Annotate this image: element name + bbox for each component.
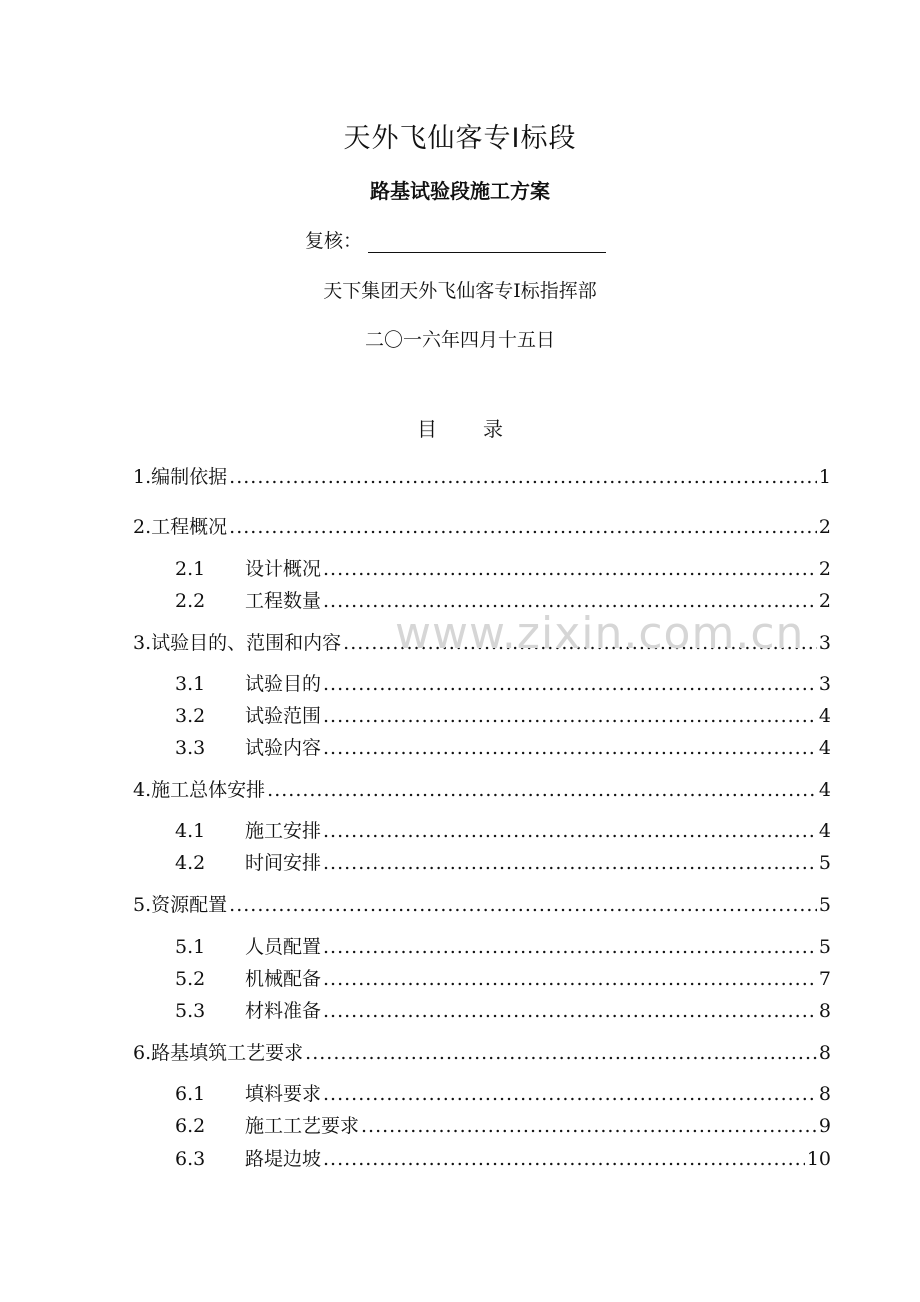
toc-dot-leader xyxy=(323,998,817,1024)
toc-entry-title: 编制依据 xyxy=(151,466,228,488)
toc-dot-leader xyxy=(323,735,817,761)
toc-entry-page-number: 7 xyxy=(818,968,831,990)
toc-entry[interactable] xyxy=(133,514,831,540)
toc-dot-leader xyxy=(323,1146,805,1172)
review-label: 复核： xyxy=(305,230,363,252)
toc-heading-right: 录 xyxy=(483,417,503,441)
organization-name: 天下集团天外飞仙客专Ⅰ标指挥部 xyxy=(323,280,597,302)
toc-entry[interactable] xyxy=(133,630,831,656)
toc-dot-leader xyxy=(323,671,817,697)
toc-entry-page-number: 2 xyxy=(818,558,831,580)
toc-dot-leader xyxy=(267,777,817,803)
toc-entry[interactable] xyxy=(175,1081,831,1107)
toc-entry-page-number: 8 xyxy=(818,1000,831,1022)
toc-entry-number: 4. xyxy=(133,779,152,801)
toc-entry-title: 试验目的 xyxy=(245,673,322,695)
toc-dot-leader xyxy=(323,588,817,614)
toc-entry[interactable] xyxy=(133,777,831,803)
toc-dot-leader xyxy=(323,556,817,582)
toc-entry-title: 试验内容 xyxy=(245,737,322,759)
toc-entry-title: 设计概况 xyxy=(245,558,322,580)
toc-entry-number: 5.1 xyxy=(175,936,206,958)
toc-entry-page-number: 4 xyxy=(818,737,831,759)
toc-entry-title: 机械配备 xyxy=(245,968,322,990)
toc-entry-title: 填料要求 xyxy=(245,1083,322,1105)
toc-entry-page-number: 3 xyxy=(818,673,831,695)
toc-entry-page-number: 2 xyxy=(818,516,831,538)
toc-entry[interactable] xyxy=(133,464,831,490)
toc-entry-number: 4.2 xyxy=(175,852,206,874)
toc-dot-leader xyxy=(229,892,817,918)
watermark: www.zixin.com.cn xyxy=(395,608,805,659)
toc-entry-page-number: 5 xyxy=(818,936,831,958)
toc-entry-page-number: 5 xyxy=(818,852,831,874)
toc-heading-left: 目 xyxy=(417,417,437,441)
toc-entry[interactable] xyxy=(175,850,831,876)
toc-entry[interactable] xyxy=(133,1040,831,1066)
toc-dot-leader xyxy=(229,514,817,540)
toc-entry[interactable] xyxy=(175,1146,831,1172)
toc-dot-leader xyxy=(343,630,817,656)
toc-entry-number: 5.3 xyxy=(175,1000,206,1022)
toc-entry-number: 2.2 xyxy=(175,590,206,612)
toc-entry[interactable] xyxy=(175,934,831,960)
toc-entry-number: 6.2 xyxy=(175,1115,206,1137)
toc-entry[interactable] xyxy=(175,818,831,844)
toc-entry-number: 3. xyxy=(133,632,152,654)
toc-entry-page-number: 10 xyxy=(806,1148,831,1170)
toc-entry-title: 路堤边坡 xyxy=(245,1148,322,1170)
toc-entry-page-number: 9 xyxy=(818,1115,831,1137)
toc-entry-page-number: 4 xyxy=(818,820,831,842)
toc-entry[interactable] xyxy=(133,892,831,918)
toc-dot-leader xyxy=(305,1040,817,1066)
toc-entry[interactable] xyxy=(175,671,831,697)
toc-entry-title: 时间安排 xyxy=(245,852,322,874)
document-date: 二〇一六年四月十五日 xyxy=(364,329,555,351)
toc-entry-number: 3.2 xyxy=(175,705,206,727)
toc-entry[interactable] xyxy=(175,588,831,614)
toc-entry-title: 工程数量 xyxy=(245,590,322,612)
toc-entry[interactable] xyxy=(175,998,831,1024)
toc-dot-leader xyxy=(323,966,817,992)
toc-entry-title: 工程概况 xyxy=(151,516,228,538)
toc-entry-number: 5. xyxy=(133,894,152,916)
toc-entry-number: 3.1 xyxy=(175,673,206,695)
toc-entry-title: 施工总体安排 xyxy=(151,779,266,801)
toc-dot-leader xyxy=(361,1113,817,1139)
toc-entry-page-number: 5 xyxy=(818,894,831,916)
toc-entry-number: 6.1 xyxy=(175,1083,206,1105)
toc-entry-title: 施工安排 xyxy=(245,820,322,842)
toc-dot-leader xyxy=(323,1081,817,1107)
document-title: 天外飞仙客专Ⅰ标段 xyxy=(343,123,577,154)
toc-entry-page-number: 2 xyxy=(818,590,831,612)
toc-entry-number: 2.1 xyxy=(175,558,206,580)
toc-entry[interactable] xyxy=(175,1113,831,1139)
toc-entry-page-number: 1 xyxy=(818,466,831,488)
toc-dot-leader xyxy=(323,703,817,729)
toc-entry-number: 5.2 xyxy=(175,968,206,990)
toc-dot-leader xyxy=(229,464,817,490)
toc-entry-page-number: 4 xyxy=(818,705,831,727)
toc-entry-title: 试验目的、范围和内容 xyxy=(151,632,342,654)
toc-entry-number: 3.3 xyxy=(175,737,206,759)
toc-entry-number: 6. xyxy=(133,1042,152,1064)
toc-entry-title: 路基填筑工艺要求 xyxy=(151,1042,304,1064)
toc-entry-number: 6.3 xyxy=(175,1148,206,1170)
toc-entry[interactable] xyxy=(175,556,831,582)
toc-entry-page-number: 8 xyxy=(818,1042,831,1064)
toc-dot-leader xyxy=(323,850,817,876)
toc-dot-leader xyxy=(323,934,817,960)
toc-entry-number: 1. xyxy=(133,466,152,488)
toc-dot-leader xyxy=(323,818,817,844)
toc-entry-number: 2. xyxy=(133,516,152,538)
toc-entry-page-number: 4 xyxy=(818,779,831,801)
toc-entry-title: 施工工艺要求 xyxy=(245,1115,360,1137)
toc-entry-page-number: 3 xyxy=(818,632,831,654)
toc-entry-title: 材料准备 xyxy=(245,1000,322,1022)
toc-entry-number: 4.1 xyxy=(175,820,206,842)
toc-entry-page-number: 8 xyxy=(818,1083,831,1105)
document-subtitle: 路基试验段施工方案 xyxy=(370,179,550,203)
toc-entry-title: 试验范围 xyxy=(245,705,322,727)
toc-entry[interactable] xyxy=(175,703,831,729)
toc-entry-title: 资源配置 xyxy=(151,894,228,916)
toc-entry[interactable] xyxy=(175,735,831,761)
toc-entry[interactable] xyxy=(175,966,831,992)
toc-entry-title: 人员配置 xyxy=(245,936,322,958)
